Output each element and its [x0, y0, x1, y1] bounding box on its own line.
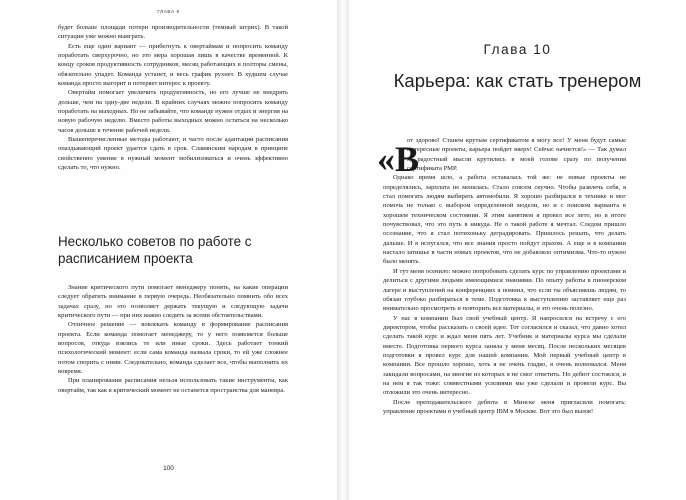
paragraph: И тут меня осенило: можно попробовать сделать курс по управлению проектами и делиться с другими людьми имеющимися знаниями. По опыту работы в пионерском лагере и выступлений на конференциях я помнил, что если ты объясняешь людям, то обязан глубоко разбираться в теме. Подготовка к выступлению заставляет еще раз внимательно просмотреть и повторить все материалы, и это очень полезно.	[383, 267, 626, 313]
paragraph: После преподавательского дебюта в Минске меня пригласили помогать: управление проектами в учебный центр IBM в Москве. Вот это был вызов!	[383, 398, 626, 415]
paragraph: будет больше площади потери производительности (темный штрих). В такой ситуации уже можно выиграть.	[58, 24, 288, 41]
right-body	[383, 136, 626, 416]
page-number: 100	[163, 465, 174, 472]
book-gutter	[337, 0, 349, 500]
paragraph: Отличное решение — вовлекать команду в формирование расписания проекта. Если команда помогает менеджеру, то у него появляется больше вопросов, откуда взялись те или иные сроки. Здесь работает тонкий психологический момент: если сама команда назвала сроки, то ей уже сложнее потом спорить с ними. Следовательно, команда сделает все, чтобы выполнить их вовремя.	[58, 321, 288, 376]
drop-cap: «В	[377, 139, 420, 179]
first-paragraph: от здорово! Станем крутым сертификатом я могу все! У меня будут самые интересные проекты, карьера пойдет вверх! Сейчас начнется!» — Так думал я, радостный мысли крутились в моей голове сразу по получения сертификата PMP.	[407, 137, 626, 173]
chapter-label: Глава 10	[483, 42, 552, 57]
paragraph: Вышеперечисленные методы работают, и часто после адаптации расписания опаздывающий проект удается сдать в срок. Славянским народам в принципе свойственно умение в нужный момент мобилизоваться и очень эффективно сделать то, что нужно.	[58, 136, 288, 172]
left-body-top	[58, 23, 288, 173]
chapter-title: Карьера: как стать тренером	[393, 70, 642, 91]
running-head: ГЛАВА 9	[157, 9, 180, 14]
paragraph: Овертайм помогает увеличить продуктивность, но его лучше не внедрять дольше, чем на одну-две недели. В крайних случаях можно попросить команду поработать на выходных. Но не забывайте, что команде нужен отдых и энергия на новую рабочую неделю. Вместо работы выходных можно остаться на несколько часов дольше в течение рабочей недели.	[58, 89, 288, 134]
paragraph: При планировании расписания нельзя использовать такие инструменты, как овертайм, так как в критический момент не останется пространства для маневра.	[58, 377, 288, 394]
paragraph: Однако время шло, а работа оставалась той же: не новые проекты не определялись, зарплата не менялась. Стало совсем скучно. Чтобы развлечь себя, я стал помогать людям выбирать автомобили. Я хорошо разбирался в технике и мог помочь не только с выбором определенной модели, но и с поиском варианта в хорошем техническом состоянии. Я этим занятием я провел все лето, но в итоге почувствовал, что это путь в никуда. Не о такой работе я мечтал. Следом пришло осознание, что я стал потихоньку деградировать. Пришлось решать, что делать дальше. И я испугался, что все знания просто пойдут прахом. А еще и в компании настало затишье в части новых проектов, что не добавляло оптимизма. Что-то нужно было менять.	[383, 174, 626, 266]
paragraph: Знание критического пути помогает менеджеру понять, на какие операции следует обратить внимание в первую очередь. Необязательно помнить обо всех задачах сразу, но это позволяет держать текущую и следующую задачи критического пути — при них важно следить за всеми обстоятельствами.	[58, 284, 288, 320]
left-body-bottom	[58, 283, 288, 395]
paragraph: Есть еще один вариант — прибегнуть к овертаймам и попросить команду поработать сверхурочно, но это мера хорошая лишь в качестве временной. К концу сроков продуктивность сотрудников, месяц работающих в полторы смены, обязательно упадет. Команда устанет, и весь график рухнет. В худшем случае команда просто выгорит и потеряет интерес к проекту.	[58, 42, 288, 88]
paragraph: У нас в компании был свой учебный центр. Я напросился на встречу с его директором, чтобы рассказать о своей идее. Тот согласился и сказал, что давно хотел сделать такой курс и ждал меня пять лет. Учебник и материалы курса мы сделали вместе. Подготовка первого курса заняла у меня месяц. После нескольких месяцев подготовки я провел курс для нашей компании. Мой первый учебный центр в компании. Все прошло хорошо, хоть я не очень гладко, я очень волновался. Меня закидали вопросами, на многие из которых я не смог ответить. Но дебют состоялся, и на нем я так тоже: совместными усилиями мы уже сделали и провели курс. Вы отложили это очень интересно.	[383, 314, 626, 397]
section-title: Несколько советов по работе с расписанием проекта	[58, 234, 252, 266]
